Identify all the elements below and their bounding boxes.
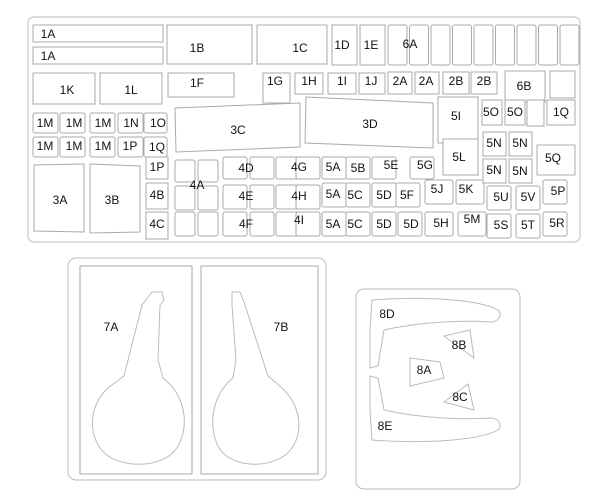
part-label: 1O [149,116,167,131]
part-label: 4B [149,188,165,203]
part-box [560,25,579,65]
part-label: 5H [433,216,449,231]
part-label: 1Q [552,105,570,120]
part-label: 5U [493,190,509,205]
part-label: 1D [334,38,350,53]
part-label: 4C [149,217,165,232]
part-label: 5A [325,217,341,232]
part-box [175,212,195,236]
part-label: 5N [512,136,528,151]
part-label: 5N [512,164,528,179]
part-label: 5S [493,218,509,233]
part-label: 5E [383,158,399,173]
part-label: 1M [65,116,83,131]
part-label: 1N [123,116,139,131]
part-label: 5M [463,212,481,227]
part-label: 5O [506,105,524,120]
part-label: 5D [403,217,419,232]
part-label: 1M [65,139,83,154]
part-label: 1Q [148,140,166,155]
part-label: 5V [520,190,536,205]
part-label: 2B [476,74,492,89]
part-label: 5D [376,217,392,232]
part-label: 1M [36,116,54,131]
part-label: 8B [451,338,467,353]
part-label: 5I [450,109,462,124]
part-label: 3A [52,193,68,208]
part-box [496,25,515,65]
part-box [431,25,450,65]
part-label: 5D [376,188,392,203]
part-label: 4A [189,178,205,193]
part-label: 8C [452,390,468,405]
part-label: 4E [238,189,254,204]
part-label: 3C [230,123,246,138]
part-label: 5C [347,188,363,203]
part-7b-shape [201,266,318,474]
part-label: 4F [238,217,254,232]
part-label: 5T [520,218,536,233]
part-label: 1A [40,49,56,64]
part-label: 5R [549,216,565,231]
part-label: 8E [377,419,393,434]
part-label: 3B [104,193,120,208]
part-label: 5N [486,163,502,178]
part-label: 4I [293,213,305,228]
part-label: 8A [416,363,432,378]
part-label: 5L [452,150,466,165]
part-label: 1M [36,139,54,154]
part-label: 1I [336,74,348,89]
part-label: 1L [124,83,138,98]
part-box [198,212,218,236]
part-label: 5F [399,188,415,203]
part-label: 5A [325,187,341,202]
part-label: 2B [448,74,464,89]
part-label: 5G [416,158,434,173]
part-box [250,212,274,236]
part-label: 1H [301,74,317,89]
part-label: 1C [292,41,308,56]
part-label: 1E [363,38,379,53]
part-label: 2A [418,74,434,89]
part-label: 1P [122,139,138,154]
part-label: 1F [189,76,205,91]
part-label: 5B [350,161,366,176]
part-label: 7A [103,320,119,335]
part-label: 7B [273,320,289,335]
part-label: 1J [364,74,378,89]
part-label: 5O [482,105,500,120]
part-box [250,185,274,209]
part-label: 5Q [544,151,562,166]
part-label: 1B [189,41,205,56]
part-label: 1P [149,160,165,175]
part-label: 5A [325,160,341,175]
part-label: 1A [40,27,56,42]
part-label: 4G [290,160,308,175]
part-label: 1K [59,83,75,98]
part-label: 5P [550,184,566,199]
part-label: 4D [238,161,254,176]
part-label: 2A [392,74,408,89]
part-label: 5N [486,136,502,151]
part-box [517,25,536,65]
part-label: 1M [94,139,112,154]
part-box [474,25,493,65]
part-label: 5J [430,182,444,197]
part-label: 6A [402,37,418,52]
part-label: 1M [94,116,112,131]
part-box [539,25,558,65]
part-label: 6B [516,79,532,94]
part-label: 1G [266,74,284,89]
part-label: 4H [291,189,307,204]
part-label: 8D [379,307,395,322]
part-box [453,25,472,65]
part-label: 3D [362,117,378,132]
part-label: 5C [347,217,363,232]
part-label: 5K [458,182,474,197]
